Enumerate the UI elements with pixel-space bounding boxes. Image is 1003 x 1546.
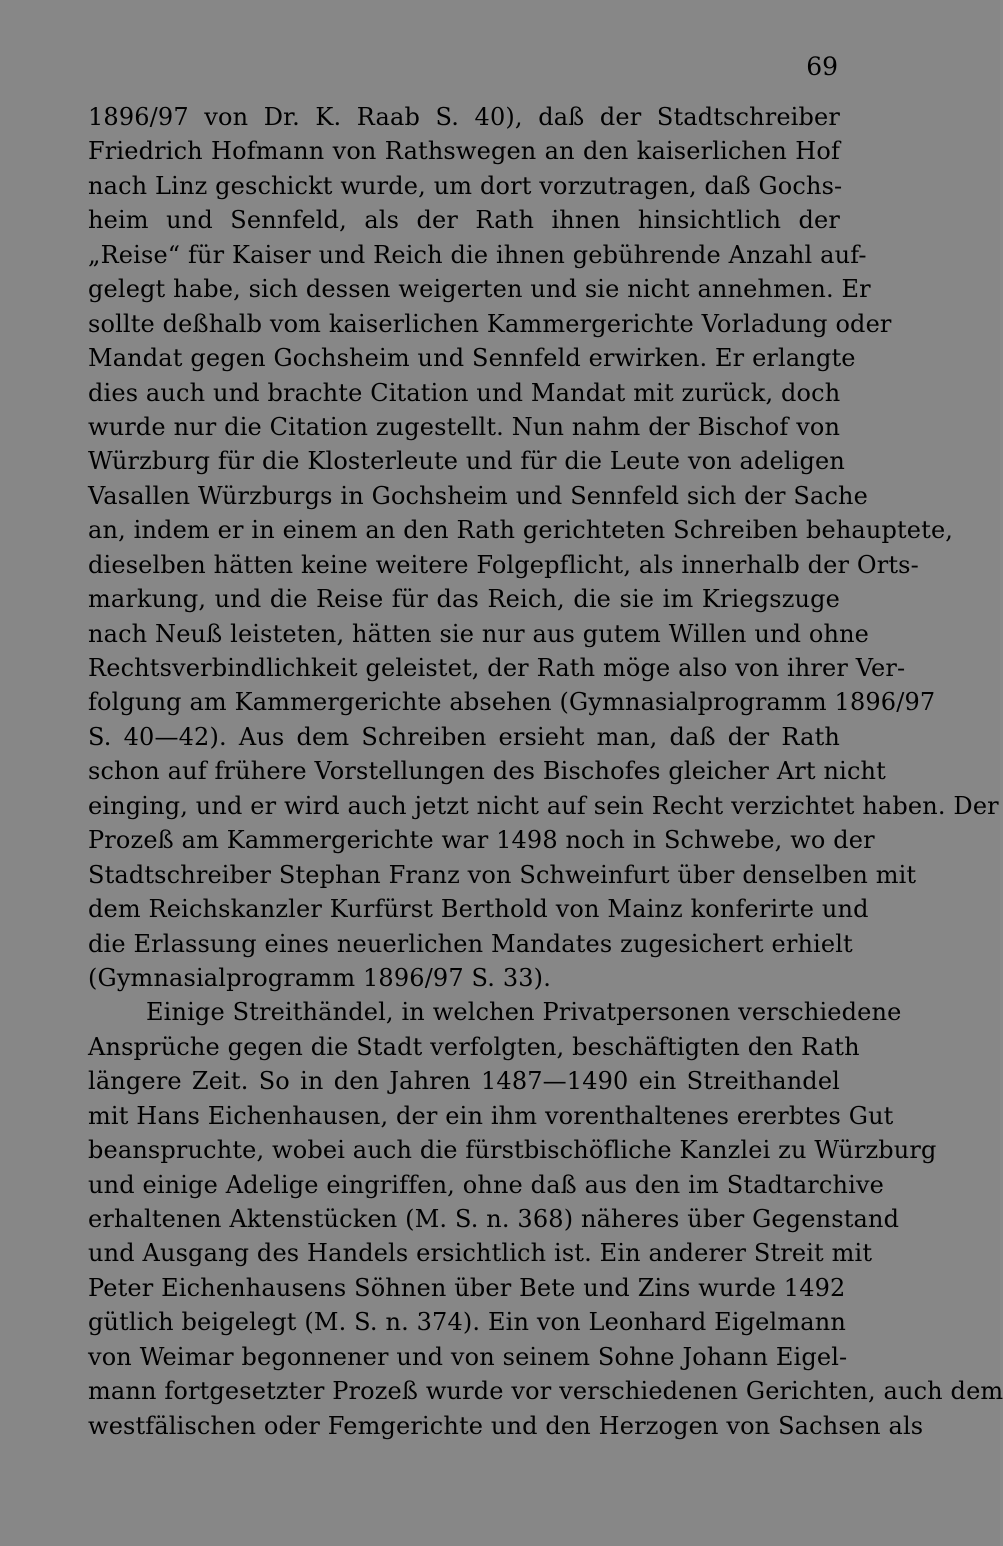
text-line: Mandat gegen Gochsheim und Sennfeld erwirken. Er erlangte (88, 344, 856, 373)
text-line: nach Linz geschickt wurde, um dort vorzutragen, daß Gochs- (88, 171, 843, 200)
text-line: Rechtsverbindlichkeit geleistet, der Rath möge also von ihrer Ver- (88, 654, 906, 682)
text-line: und Ausgang des Handels ersichtlich ist. Ein anderer Streit mit (88, 1239, 873, 1268)
text-line: mit Hans Eichenhausen, der ein ihm vorenthaltenes ererbtes Gut (88, 1101, 894, 1130)
body-text (88, 100, 1003, 1443)
text-line: Peter Eichenhausens Söhnen über Bete und Zins wurde 1492 (88, 1273, 846, 1302)
text-line: sollte deßhalb vom kaiserlichen Kammergerichte Vorladung oder (88, 309, 892, 338)
text-line: S. 40—42). Aus dem Schreiben ersieht man, daß der Rath (88, 722, 840, 751)
text-line: markung, und die Reise für das Reich, die sie im Kriegszuge (88, 585, 840, 614)
text-line: an, indem er in einem an den Rath gerichteten Schreiben behauptete, (88, 516, 954, 545)
text-line: westfälischen oder Femgerichte und den Herzogen von Sachsen als (88, 1411, 924, 1440)
text-line: heim und Sennfeld, als der Rath ihnen hinsichtlich der (88, 206, 840, 235)
text-line: von Weimar begonnener und von seinem Sohne Johann Eigel- (88, 1342, 848, 1371)
text-line: einging, und er wird auch jetzt nicht auf sein Recht verzichtet haben. Der (88, 791, 999, 820)
text-line: dies auch und brachte Citation und Mandat mit zurück, doch (88, 378, 841, 407)
text-line: Ansprüche gegen die Stadt verfolgten, beschäftigten den Rath (88, 1032, 860, 1061)
text-line: mann fortgesetzter Prozeß wurde vor verschiedenen Gerichten, auch dem (88, 1377, 1003, 1406)
text-line: Friedrich Hofmann von Rathswegen an den kaiserlichen Hof (88, 137, 840, 166)
text-line: gelegt habe, sich dessen weigerten und sie nicht annehmen. Er (88, 275, 871, 304)
text-line: 1896/97 von Dr. K. Raab S. 40), daß der Stadtschreiber (88, 103, 840, 131)
text-line: wurde nur die Citation zugestellt. Nun nahm der Bischof von (88, 412, 841, 441)
text-line: (Gymnasialprogramm 1896/97 S. 33). (88, 963, 551, 992)
text-line: schon auf frühere Vorstellungen des Bischofes gleicher Art nicht (88, 757, 886, 786)
text-line: Stadtschreiber Stephan Franz von Schweinfurt über denselben mit (88, 860, 917, 889)
text-line: folgung am Kammergerichte absehen (Gymnasialprogramm 1896/97 (88, 688, 936, 717)
text-line: dem Reichskanzler Kurfürst Berthold von Mainz konferirte und (88, 895, 869, 924)
text-line: und einige Adelige eingriffen, ohne daß aus den im Stadtarchive (88, 1170, 885, 1199)
text-line: nach Neuß leisteten, hätten sie nur aus gutem Willen und ohne (88, 619, 870, 648)
text-line: Einige Streithändel, in welchen Privatpersonen verschiedene (146, 998, 902, 1027)
text-line: Vasallen Würzburgs in Gochsheim und Sennfeld sich der Sache (88, 481, 869, 510)
text-line: gütlich beigelegt (M. S. n. 374). Ein von Leonhard Eigelmann (88, 1308, 846, 1337)
text-line: erhaltenen Aktenstücken (M. S. n. 368) näheres über Gegenstand (88, 1205, 900, 1233)
text-line: Prozeß am Kammergerichte war 1498 noch in Schwebe, wo der (88, 826, 875, 855)
text-line: „Reise“ für Kaiser und Reich die ihnen gebührende Anzahl auf- (88, 240, 867, 269)
text-line: längere Zeit. So in den Jahren 1487—1490 ein Streithandel (88, 1067, 840, 1096)
text-line: die Erlassung eines neuerlichen Mandates zugesichert erhielt (88, 929, 853, 958)
page-number: 69 (806, 52, 838, 81)
text-line: dieselben hätten keine weitere Folgepflicht, als innerhalb der Orts- (88, 550, 919, 579)
text-line: beanspruchte, wobei auch die fürstbischöfliche Kanzlei zu Würzburg (88, 1136, 937, 1165)
text-line: Würzburg für die Klosterleute und für die Leute von adeligen (88, 447, 846, 476)
